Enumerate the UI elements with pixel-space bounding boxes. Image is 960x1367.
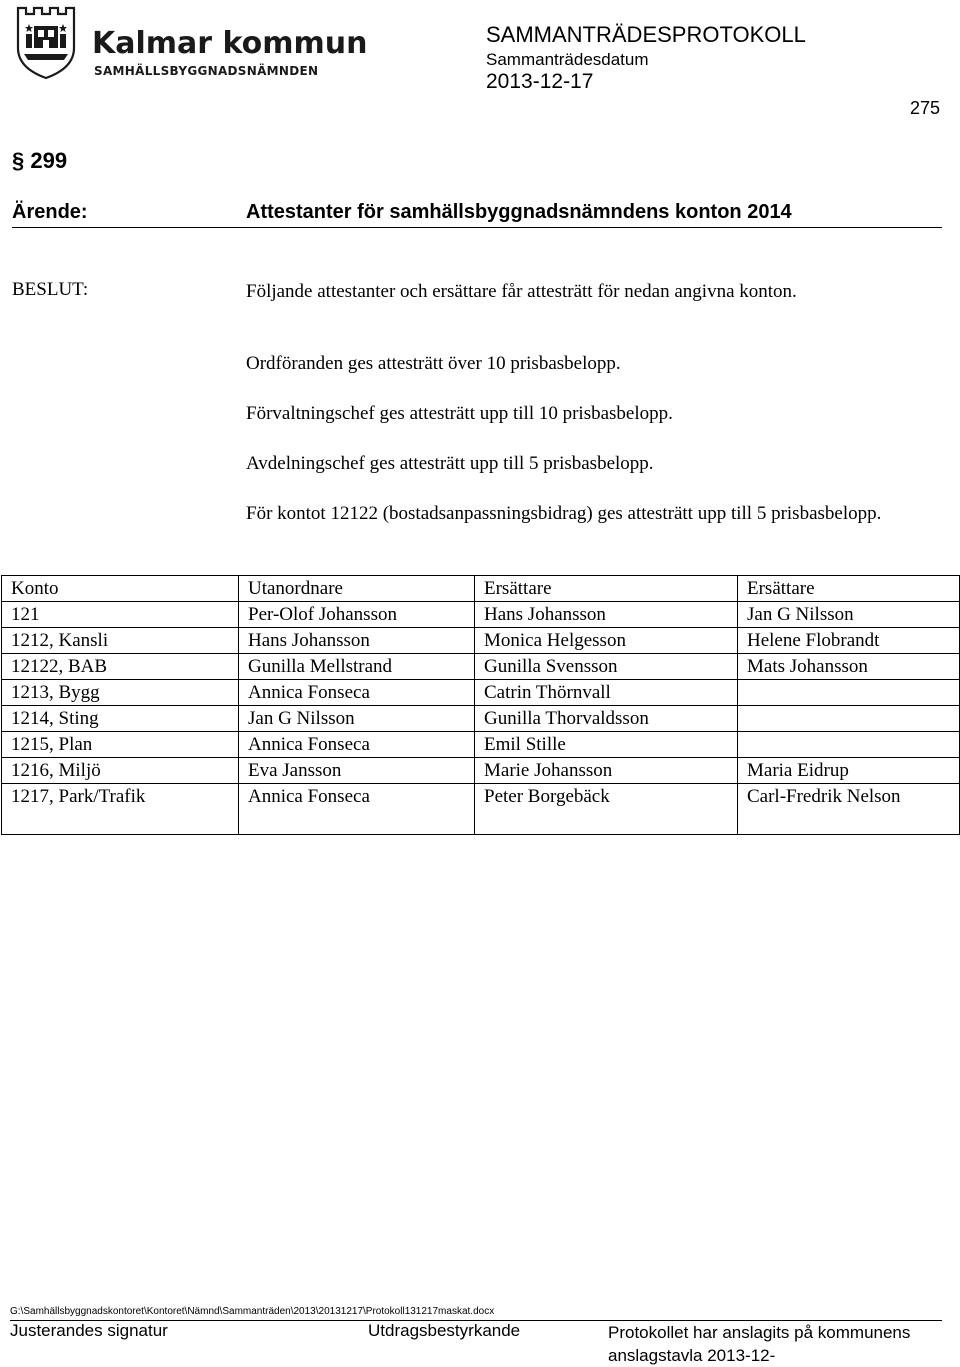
decision-intro: Följande attestanter och ersättare får attesträtt för nedan angivna konton.: [246, 281, 797, 302]
extract-certification-label: Utdragsbestyrkande: [368, 1321, 521, 1340]
table-cell: Catrin Thörnvall: [475, 680, 738, 706]
table-cell: 1215, Plan: [2, 732, 239, 758]
table-cell: Eva Jansson: [239, 758, 475, 784]
table-cell: 12122, BAB: [2, 654, 239, 680]
table-cell: Peter Borgebäck: [475, 784, 738, 835]
paragraph-number: § 299: [12, 148, 68, 173]
table-cell: Helene Flobrandt: [738, 628, 960, 654]
page-number: 275: [909, 98, 940, 118]
column-header-account: Konto: [2, 576, 239, 602]
table-cell: Carl-Fredrik Nelson: [738, 784, 960, 835]
table-cell: [738, 680, 960, 706]
column-header-payer: Utanordnare: [239, 576, 475, 602]
table-cell: Hans Johansson: [239, 628, 475, 654]
table-cell: Annica Fonseca: [239, 784, 475, 835]
meeting-date-value: 2013-12-17: [486, 70, 594, 93]
table-row: [2, 602, 960, 628]
posting-notice: Protokollet har anslagits på kommunens anslagstavla 2013-12-: [608, 1323, 911, 1365]
kalmar-crest-logo: [12, 4, 80, 80]
table-cell: Gunilla Svensson: [475, 654, 738, 680]
department-name: SAMHÄLLSBYGGNADSNÄMNDEN: [94, 64, 319, 78]
table-cell: Hans Johansson: [475, 602, 738, 628]
matter-label: Ärende:: [12, 201, 88, 223]
table-cell: Maria Eidrup: [738, 758, 960, 784]
table-cell: Gunilla Mellstrand: [239, 654, 475, 680]
table-row: [2, 706, 960, 732]
table-cell: 121: [2, 602, 239, 628]
column-header-substitute: Ersättare: [738, 576, 960, 602]
table-cell: Annica Fonseca: [239, 732, 475, 758]
table-cell: Per-Olof Johansson: [239, 602, 475, 628]
decision-rule: Förvaltningschef ges attesträtt upp till 10 prisbasbelopp.: [246, 403, 673, 424]
attestant-table: [1, 575, 960, 835]
table-cell: Annica Fonseca: [239, 680, 475, 706]
table-cell: Jan G Nilsson: [738, 602, 960, 628]
table-cell: Marie Johansson: [475, 758, 738, 784]
adjuster-signature-label: Justerandes signatur: [10, 1321, 168, 1340]
table-cell: 1212, Kansli: [2, 628, 239, 654]
table-row: [2, 758, 960, 784]
table-cell: 1214, Sting: [2, 706, 239, 732]
table-cell: [738, 706, 960, 732]
table-row: [2, 732, 960, 758]
table-row: [2, 680, 960, 706]
table-cell: Mats Johansson: [738, 654, 960, 680]
table-cell: [738, 732, 960, 758]
decision-rule: För kontot 12122 (bostadsanpassningsbidrag) ges attesträtt upp till 5 prisbasbelopp.: [246, 503, 882, 524]
table-header-row: [2, 576, 960, 602]
table-row: [2, 628, 960, 654]
file-path: G:\Samhällsbyggnadskontoret\Kontoret\Nämnd\Sammanträden\2013\20131217\Protokoll131217maskat.docx: [10, 1306, 495, 1317]
organization-name: Kalmar kommun: [92, 26, 368, 61]
table-row: [2, 654, 960, 680]
table-cell: Emil Stille: [475, 732, 738, 758]
table-cell: 1216, Miljö: [2, 758, 239, 784]
matter-title: Attestanter för samhällsbyggnadsnämndens konton 2014: [246, 201, 792, 223]
meeting-date-label: Sammanträdesdatum: [486, 50, 649, 69]
column-header-substitute: Ersättare: [475, 576, 738, 602]
decision-label: BESLUT:: [12, 279, 89, 300]
table-cell: Gunilla Thorvaldsson: [475, 706, 738, 732]
title-divider: [12, 227, 942, 228]
document-type: SAMMANTRÄDESPROTOKOLL: [486, 22, 806, 47]
table-cell: 1213, Bygg: [2, 680, 239, 706]
table-row: [2, 784, 960, 835]
decision-rule: Ordföranden ges attesträtt över 10 prisbasbelopp.: [246, 353, 621, 374]
table-cell: 1217, Park/Trafik: [2, 784, 239, 835]
table-cell: Jan G Nilsson: [239, 706, 475, 732]
table-cell: Monica Helgesson: [475, 628, 738, 654]
decision-rule: Avdelningschef ges attesträtt upp till 5 prisbasbelopp.: [246, 453, 654, 474]
